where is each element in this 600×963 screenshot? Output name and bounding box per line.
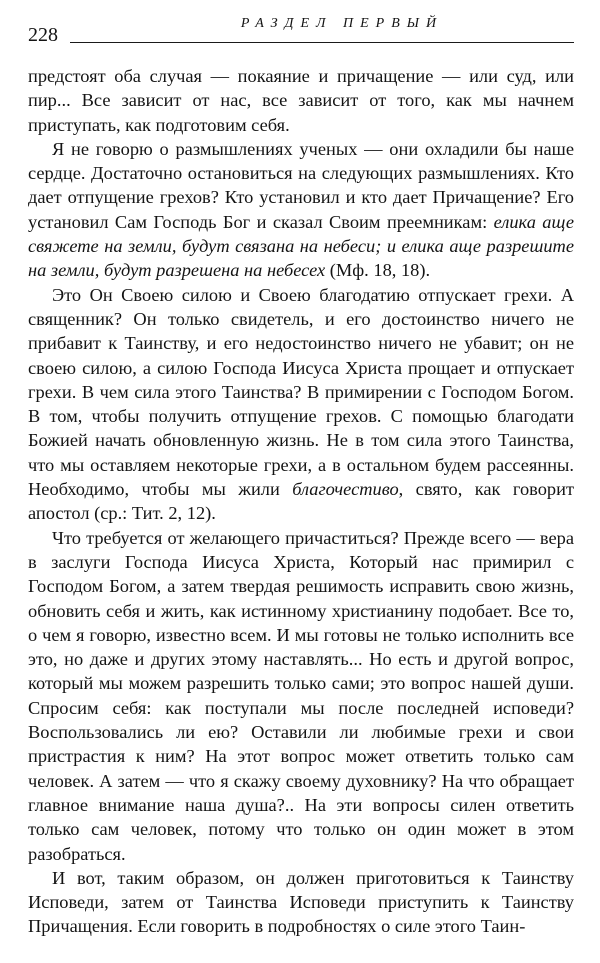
text-run: И вот, таким образом, он должен приготовиться к Таинству Исповеди, затем от Таинства Исповеди приступить к Таинству Причащения. Если говорить в подробностях о силе этого Таин-: [28, 867, 574, 937]
scripture-quote: елика аще свяжете на земли, будут связана на небеси; и елика аще разрешите на земли, будут разрешена на небесех: [28, 211, 574, 281]
body-text: [28, 64, 574, 939]
text-run: (Мф. 18, 18).: [325, 260, 431, 281]
header-rule-area: [70, 16, 574, 46]
text-run: Это Он Своею силою и Своею благодатию отпускает грехи. А священник? Он только свидетель, и его достоинство ничего не прибавит к Таинству, и его недостоинство ничего не убавит; он не своею силою, а силою Господа Иисуса Христа прощает и отпускает грехи. В чем сила этого Таинства? В примирении с Господом Богом. В том, чтобы получить отпущение грехов. С помощью благодати Божией начать обновленную жизнь. Не в том сила этого Таинства, что мы оставляем некоторые грехи, а в остальном будем рассеянны. Необходимо, чтобы мы жили: [28, 284, 574, 500]
paragraph: [28, 64, 574, 137]
page-header: [28, 18, 574, 46]
page-number: 228: [28, 24, 58, 46]
emphasis: благочестиво: [292, 479, 399, 500]
running-head: РАЗДЕЛ ПЕРВЫЙ: [240, 16, 444, 31]
paragraph: [28, 283, 574, 526]
paragraph: [28, 866, 574, 939]
text-run: , свято, как говорит апостол (ср.: Тит. 2, 12).: [28, 479, 574, 524]
paragraph: [28, 137, 574, 283]
text-run: Что требуется от желающего причаститься? Прежде всего — вера в заслуги Господа Иисуса Христа, Который нас примирил с Господом Богом, а затем твердая решимость исправить свою жизнь, обновить себя и жить, как истинному христианину подобает. Все то, о чем я говорю, известно всем. И мы готовы не только исполнить все это, но даже и других этому наставлять... Но есть и другой вопрос, который мы можем разрешить только сами; это вопрос нашей души. Спросим себя: как поступали мы после последней исповеди? Воспользовались ли ею? Оставили ли любимые грехи и свои пристрастия к ним? На этот вопрос может ответить только сам человек. А затем — что я скажу своему духовнику? На что обращает главное внимание наша душа?.. На эти вопросы силен ответить только сам человек, потому что только он один может в этом разобраться.: [28, 527, 574, 864]
text-run: Я не говорю о размышлениях ученых — они охладили бы наше сердце. Достаточно остановиться на следующих размышлениях. Кто дает отпущение грехов? Кто установил и кто дает Причащение? Его установил Сам Господь Бог и сказал Своим преемникам:: [28, 138, 574, 232]
header-rule: [70, 42, 574, 43]
text-run: предстоят оба случая — покаяние и причащение — или суд, или пир... Все зависит от нас, все зависит от того, как мы начнем приступать, как подготовим себя.: [28, 66, 574, 135]
book-page: [28, 18, 574, 939]
paragraph: [28, 526, 574, 866]
